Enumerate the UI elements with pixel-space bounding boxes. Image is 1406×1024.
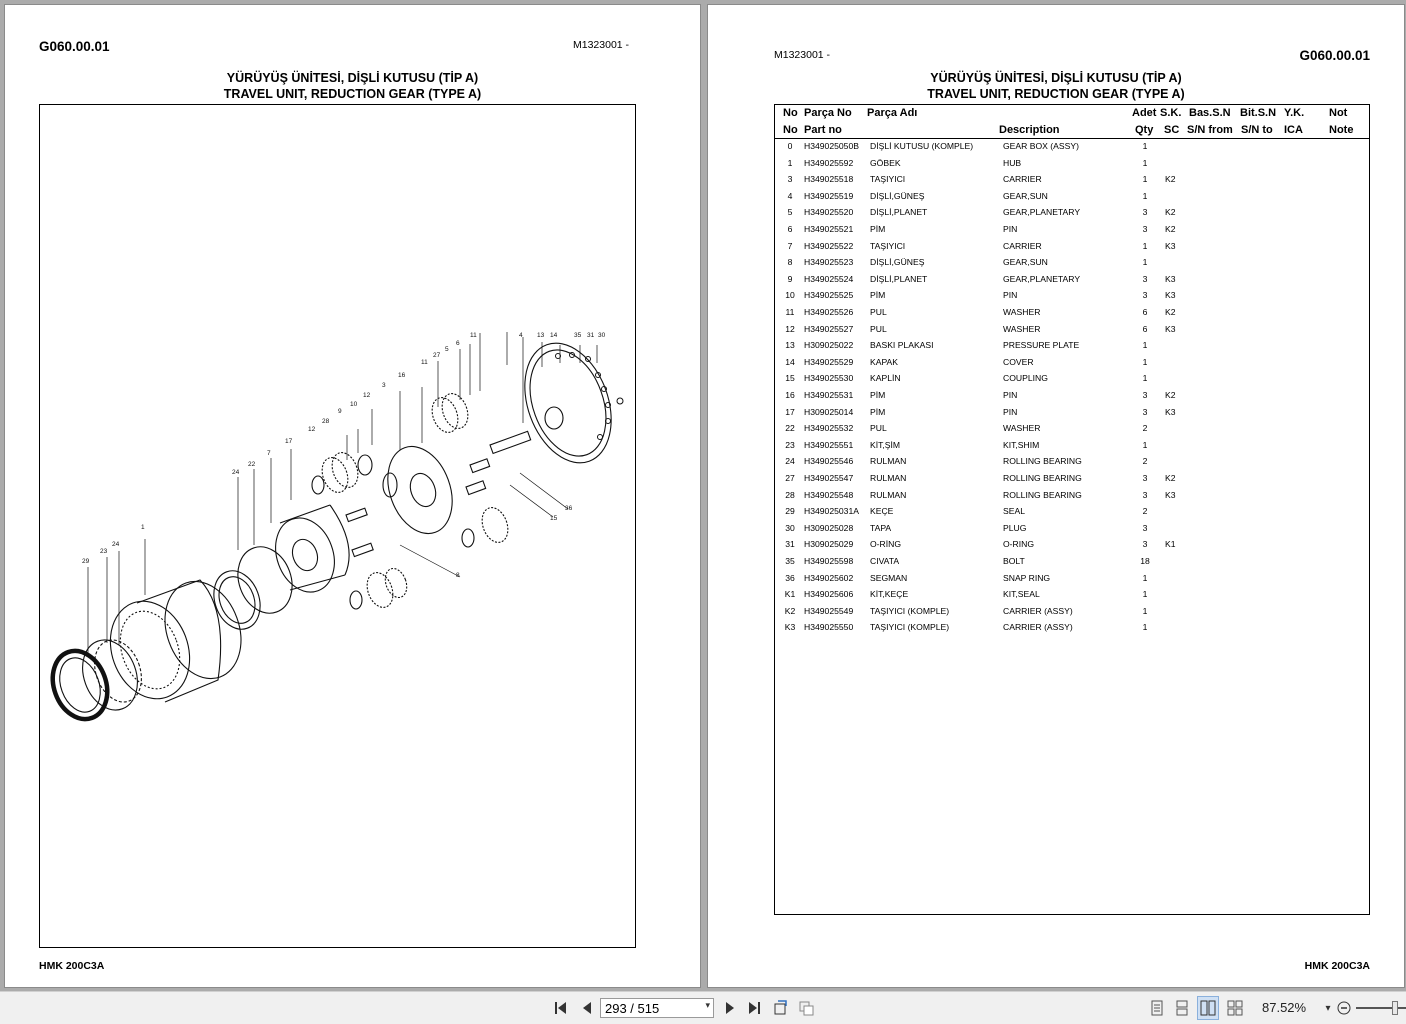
header-ica-tr: Y.K. bbox=[1284, 107, 1305, 119]
cell-no: 11 bbox=[785, 307, 795, 317]
table-row bbox=[775, 241, 1369, 257]
page-footer: HMK 200C3A bbox=[1304, 960, 1370, 972]
cell-qty: 1 bbox=[1142, 622, 1148, 633]
cell-desc: CARRIER bbox=[1003, 174, 1042, 185]
cell-desc: GEAR,PLANETARY bbox=[1003, 273, 1081, 284]
cell-no: 22 bbox=[785, 423, 795, 434]
cell-part: H349025523 bbox=[804, 257, 854, 268]
cell-part: H349025522 bbox=[804, 240, 854, 251]
next-page-button[interactable] bbox=[720, 992, 740, 1024]
table-row bbox=[775, 357, 1369, 373]
cell-name: RULMAN bbox=[870, 456, 907, 467]
cell-name: PİM bbox=[870, 390, 886, 400]
table-row bbox=[775, 423, 1369, 439]
table-row bbox=[775, 490, 1369, 506]
callout: 10 bbox=[350, 401, 358, 408]
prev-page-icon bbox=[580, 1001, 594, 1015]
cell-qty: 3 bbox=[1142, 522, 1148, 533]
header-no-en: No bbox=[783, 124, 798, 136]
zoom-out-icon bbox=[1337, 1001, 1351, 1015]
callout: 13 bbox=[537, 332, 545, 339]
callout: 24 bbox=[232, 469, 240, 476]
table-row bbox=[775, 589, 1369, 605]
cell-qty: 18 bbox=[1140, 556, 1150, 566]
cell-no: 3 bbox=[787, 174, 793, 185]
cell-sc: K2 bbox=[1165, 207, 1176, 218]
cell-desc: COVER bbox=[1003, 356, 1034, 367]
cell-no: 1 bbox=[787, 157, 793, 168]
cell-name: PUL bbox=[870, 423, 887, 434]
cell-no: K3 bbox=[784, 622, 796, 633]
cell-desc: WASHER bbox=[1003, 307, 1041, 317]
page-dropdown-icon[interactable]: ▾ bbox=[705, 1000, 710, 1010]
header-qty-tr: Adet bbox=[1132, 107, 1157, 119]
diagram-frame bbox=[39, 104, 636, 948]
cell-no: 7 bbox=[787, 240, 793, 251]
cell-no: 4 bbox=[787, 190, 793, 201]
header-note-tr: Not bbox=[1329, 107, 1348, 119]
header-part-en: Part no bbox=[804, 124, 842, 136]
callout: 22 bbox=[248, 461, 256, 468]
cell-name: KAPAK bbox=[870, 356, 899, 367]
cell-name: TAŞIYICI bbox=[870, 174, 906, 185]
cell-name: KEÇE bbox=[870, 506, 894, 517]
cell-part: H349025521 bbox=[804, 224, 854, 234]
prev-page-button[interactable] bbox=[577, 992, 597, 1024]
callout: 14 bbox=[550, 332, 558, 339]
cell-qty: 1 bbox=[1142, 141, 1148, 151]
table-row bbox=[775, 606, 1369, 622]
cell-desc: PIN bbox=[1003, 290, 1018, 301]
cell-part: H309025014 bbox=[804, 406, 854, 417]
cell-name: PUL bbox=[870, 307, 887, 317]
table-row bbox=[775, 473, 1369, 489]
cell-name: DİŞLİ,GÜNEŞ bbox=[870, 257, 925, 268]
cell-no: 12 bbox=[785, 323, 795, 334]
cell-part: H349025550 bbox=[804, 622, 854, 633]
callout: 35 bbox=[574, 332, 582, 339]
cell-name: CIVATA bbox=[870, 556, 900, 566]
cell-name: DİŞLİ,GÜNEŞ bbox=[870, 190, 925, 201]
cell-qty: 2 bbox=[1142, 423, 1148, 434]
cell-no: 31 bbox=[785, 539, 795, 550]
cell-desc: PRESSURE PLATE bbox=[1003, 340, 1080, 351]
cell-name: O-RİNG bbox=[870, 539, 902, 550]
cell-qty: 3 bbox=[1142, 489, 1148, 500]
cell-desc: GEAR,SUN bbox=[1003, 257, 1048, 268]
cell-no: 30 bbox=[785, 522, 795, 533]
cell-qty: 1 bbox=[1142, 589, 1148, 600]
callout: 7 bbox=[267, 450, 271, 457]
parts-table bbox=[774, 104, 1370, 915]
cell-qty: 3 bbox=[1142, 539, 1148, 550]
continuous-view-button[interactable] bbox=[1172, 992, 1192, 1024]
cell-qty: 1 bbox=[1142, 257, 1148, 268]
title-tr: YÜRÜYÜŞ ÜNİTESİ, DİŞLİ KUTUSU (TİP A) bbox=[930, 71, 1182, 85]
cell-name: TAŞIYICI bbox=[870, 240, 906, 251]
cell-part: H349025532 bbox=[804, 423, 854, 434]
callout: 23 bbox=[100, 548, 108, 555]
callout: 4 bbox=[519, 332, 523, 339]
table-row bbox=[775, 407, 1369, 423]
callout: 17 bbox=[285, 438, 293, 445]
cell-name: GÖBEK bbox=[870, 157, 901, 168]
page-ref: M1323001 - bbox=[573, 39, 630, 51]
table-row bbox=[775, 390, 1369, 406]
callout: 29 bbox=[82, 558, 90, 565]
facing-view-button[interactable] bbox=[1197, 996, 1219, 1020]
header-no-tr: No bbox=[783, 107, 798, 119]
callout: 8 bbox=[456, 572, 460, 579]
cell-name: DİŞLİ,PLANET bbox=[870, 273, 928, 284]
cell-sc: K2 bbox=[1165, 307, 1176, 317]
zoom-out-button[interactable] bbox=[1335, 992, 1353, 1024]
zoom-dropdown-button[interactable] bbox=[1321, 992, 1335, 1024]
cell-desc: ROLLING BEARING bbox=[1003, 473, 1082, 483]
cell-name: DİŞLİ KUTUSU (KOMPLE) bbox=[870, 141, 974, 151]
cell-no: 27 bbox=[785, 473, 795, 483]
page-footer: HMK 200C3A bbox=[39, 960, 105, 972]
page-code: G060.00.01 bbox=[1299, 48, 1370, 63]
cell-part: H349025031A bbox=[804, 506, 859, 517]
cell-part: H349025549 bbox=[804, 605, 854, 616]
cell-sc: K2 bbox=[1165, 473, 1176, 483]
cell-qty: 3 bbox=[1142, 290, 1148, 301]
cell-desc: O-RING bbox=[1003, 539, 1035, 550]
cell-name: PUL bbox=[870, 323, 887, 334]
copy-button[interactable] bbox=[796, 992, 818, 1024]
callout: 6 bbox=[456, 340, 460, 347]
cell-no: 36 bbox=[785, 572, 795, 583]
first-page-button[interactable] bbox=[551, 992, 571, 1024]
facing-continuous-icon bbox=[1227, 1000, 1243, 1016]
cell-part: H349025551 bbox=[804, 439, 854, 450]
cell-desc: SEAL bbox=[1003, 506, 1025, 517]
cell-part: H349025592 bbox=[804, 157, 854, 168]
cell-desc: GEAR,SUN bbox=[1003, 190, 1048, 201]
cell-qty: 1 bbox=[1142, 439, 1148, 450]
cell-no: 5 bbox=[787, 207, 793, 218]
cell-sc: K3 bbox=[1165, 323, 1176, 334]
viewer-toolbar bbox=[0, 991, 1406, 1024]
next-page-icon bbox=[723, 1001, 737, 1015]
cell-qty: 1 bbox=[1142, 240, 1148, 251]
cell-part: H349025546 bbox=[804, 456, 854, 467]
cell-name: TAŞIYICI (KOMPLE) bbox=[870, 622, 950, 633]
cell-name: DİŞLİ,PLANET bbox=[870, 207, 928, 218]
cell-sc: K2 bbox=[1165, 390, 1176, 400]
cell-qty: 3 bbox=[1142, 207, 1148, 218]
cell-part: H349025520 bbox=[804, 207, 854, 218]
cell-no: 17 bbox=[785, 406, 795, 417]
header-from-tr: Bas.S.N bbox=[1189, 107, 1231, 119]
callout: 27 bbox=[433, 352, 441, 359]
cell-desc: PLUG bbox=[1003, 522, 1027, 533]
facing-continuous-view-button[interactable] bbox=[1224, 992, 1246, 1024]
cell-part: H349025531 bbox=[804, 390, 854, 400]
single-page-view-button[interactable] bbox=[1147, 992, 1167, 1024]
cell-no: 16 bbox=[785, 390, 795, 400]
cell-desc: WASHER bbox=[1003, 423, 1041, 434]
callout: 11 bbox=[421, 359, 428, 366]
callout: 1 bbox=[141, 524, 145, 531]
cell-no: 14 bbox=[785, 356, 795, 367]
callout: 11 bbox=[470, 332, 477, 339]
cell-part: H349025548 bbox=[804, 489, 854, 500]
callout: 24 bbox=[112, 541, 120, 548]
cell-part: H349025518 bbox=[804, 174, 854, 185]
cell-part: H349025529 bbox=[804, 356, 854, 367]
cell-qty: 1 bbox=[1142, 605, 1148, 616]
cell-name: PİM bbox=[870, 290, 886, 301]
header-sc-tr: S.K. bbox=[1160, 107, 1182, 119]
header-from-en: S/N from bbox=[1187, 124, 1233, 136]
facing-icon bbox=[1200, 1000, 1216, 1016]
cell-qty: 1 bbox=[1142, 190, 1148, 201]
zoom-level: 87.52% bbox=[1262, 1000, 1307, 1015]
cell-name: KİT,ŞİM bbox=[870, 439, 901, 450]
cell-sc: K3 bbox=[1165, 290, 1176, 301]
cell-part: H349025530 bbox=[804, 373, 854, 384]
table-row bbox=[775, 440, 1369, 456]
callout: 31 bbox=[587, 332, 595, 339]
header-part-tr: Parça No bbox=[804, 107, 852, 119]
callout: 12 bbox=[363, 392, 371, 399]
cell-desc: HUB bbox=[1003, 157, 1022, 168]
cell-no: 15 bbox=[785, 373, 795, 384]
cell-name: PİM bbox=[870, 224, 886, 234]
cell-sc: K1 bbox=[1165, 539, 1176, 550]
cell-qty: 3 bbox=[1142, 224, 1148, 234]
rotate-icon bbox=[772, 1000, 790, 1016]
right-page bbox=[707, 4, 1405, 988]
cell-part: H349025602 bbox=[804, 572, 854, 583]
cell-part: H349025547 bbox=[804, 473, 854, 483]
page-number-field[interactable] bbox=[600, 998, 714, 1018]
cell-qty: 3 bbox=[1142, 406, 1148, 417]
cell-sc: K3 bbox=[1165, 489, 1176, 500]
header-desc-en: Description bbox=[999, 124, 1060, 136]
cell-part: H309025028 bbox=[804, 522, 854, 533]
cell-desc: CARRIER (ASSY) bbox=[1003, 622, 1073, 633]
callout: 36 bbox=[565, 505, 573, 512]
cell-qty: 1 bbox=[1142, 157, 1148, 168]
cell-no: 35 bbox=[785, 556, 795, 566]
table-row bbox=[775, 141, 1369, 157]
cell-no: K2 bbox=[784, 605, 796, 616]
page-ref: M1323001 - bbox=[774, 49, 831, 61]
cell-qty: 3 bbox=[1142, 390, 1148, 400]
table-row bbox=[775, 324, 1369, 340]
header-to-tr: Bit.S.N bbox=[1240, 107, 1277, 119]
copy-icon bbox=[798, 1000, 816, 1016]
callout: 3 bbox=[382, 382, 386, 389]
table-row bbox=[775, 290, 1369, 306]
single-page-icon bbox=[1150, 1000, 1164, 1016]
cell-sc: K2 bbox=[1165, 224, 1176, 234]
cell-part: H349025527 bbox=[804, 323, 854, 334]
cell-qty: 6 bbox=[1142, 307, 1148, 317]
table-header bbox=[775, 105, 1369, 139]
callout: 15 bbox=[550, 515, 558, 522]
last-page-icon bbox=[747, 1001, 761, 1015]
cell-part: H309025022 bbox=[804, 340, 854, 351]
cell-name: TAŞIYICI (KOMPLE) bbox=[870, 605, 950, 616]
exploded-gearbox-diagram bbox=[40, 105, 634, 946]
table-row bbox=[775, 539, 1369, 555]
cell-no: 28 bbox=[785, 489, 795, 500]
cell-desc: PIN bbox=[1003, 224, 1018, 234]
header-to-en: S/N to bbox=[1241, 124, 1273, 136]
table-row bbox=[775, 622, 1369, 638]
cell-sc: K2 bbox=[1165, 174, 1176, 185]
table-row bbox=[775, 274, 1369, 290]
cell-qty: 2 bbox=[1142, 456, 1148, 467]
cell-qty: 1 bbox=[1142, 572, 1148, 583]
page-input[interactable] bbox=[601, 999, 701, 1017]
table-row bbox=[775, 191, 1369, 207]
cell-name: KİT,KEÇE bbox=[870, 589, 909, 600]
cell-part: H349025606 bbox=[804, 589, 854, 600]
cell-name: PİM bbox=[870, 406, 886, 417]
cell-qty: 1 bbox=[1142, 356, 1148, 367]
cell-no: 8 bbox=[787, 257, 793, 268]
cell-desc: GEAR,PLANETARY bbox=[1003, 207, 1081, 218]
title-tr: YÜRÜYÜŞ ÜNİTESİ, DİŞLİ KUTUSU (TİP A) bbox=[226, 71, 479, 85]
cell-name: KAPLİN bbox=[870, 373, 901, 384]
cell-part: H349025519 bbox=[804, 190, 854, 201]
cell-part: H349025526 bbox=[804, 307, 854, 317]
cell-no: 0 bbox=[787, 141, 793, 151]
table-row bbox=[775, 573, 1369, 589]
callout: 30 bbox=[598, 332, 606, 339]
header-qty-en: Qty bbox=[1135, 124, 1154, 136]
table-row bbox=[775, 174, 1369, 190]
cell-desc: SNAP RING bbox=[1003, 572, 1051, 583]
table-row bbox=[775, 158, 1369, 174]
header-ica-en: ICA bbox=[1284, 124, 1303, 136]
cell-name: RULMAN bbox=[870, 489, 907, 500]
table-row bbox=[775, 506, 1369, 522]
title-en: TRAVEL UNIT, REDUCTION GEAR (TYPE A) bbox=[927, 87, 1185, 101]
first-page-icon bbox=[554, 1001, 568, 1015]
cell-qty: 3 bbox=[1142, 473, 1148, 483]
last-page-button[interactable] bbox=[744, 992, 764, 1024]
cell-name: RULMAN bbox=[870, 473, 907, 483]
cell-part: H349025524 bbox=[804, 273, 854, 284]
cell-no: K1 bbox=[784, 589, 796, 600]
cell-sc: K3 bbox=[1165, 273, 1176, 284]
callout: 28 bbox=[322, 418, 330, 425]
cell-desc: KIT,SEAL bbox=[1003, 589, 1040, 600]
cell-part: H349025598 bbox=[804, 556, 854, 566]
cell-desc: BOLT bbox=[1003, 556, 1025, 566]
table-row bbox=[775, 373, 1369, 389]
rotate-button[interactable] bbox=[770, 992, 792, 1024]
cell-name: SEGMAN bbox=[870, 572, 908, 583]
cell-no: 6 bbox=[787, 224, 793, 234]
cell-qty: 1 bbox=[1142, 340, 1148, 351]
table-row bbox=[775, 456, 1369, 472]
table-row bbox=[775, 307, 1369, 323]
cell-desc: ROLLING BEARING bbox=[1003, 456, 1082, 467]
continuous-icon bbox=[1175, 1000, 1189, 1016]
cell-no: 13 bbox=[785, 340, 795, 351]
cell-desc: CARRIER (ASSY) bbox=[1003, 605, 1073, 616]
cell-no: 23 bbox=[785, 439, 795, 450]
cell-desc: ROLLING BEARING bbox=[1003, 489, 1082, 500]
header-name-tr: Parça Adı bbox=[867, 107, 918, 119]
cell-sc: K3 bbox=[1165, 406, 1176, 417]
table-row bbox=[775, 556, 1369, 572]
cell-part: H349025525 bbox=[804, 290, 854, 301]
table-row bbox=[775, 257, 1369, 273]
cell-no: 29 bbox=[785, 506, 795, 517]
cell-desc: COUPLING bbox=[1003, 373, 1048, 384]
left-page bbox=[4, 4, 701, 988]
callout: 12 bbox=[308, 426, 316, 433]
cell-qty: 1 bbox=[1142, 174, 1148, 185]
cell-name: TAPA bbox=[870, 522, 892, 533]
cell-qty: 6 bbox=[1142, 323, 1148, 334]
cell-sc: K3 bbox=[1165, 240, 1176, 251]
cell-no: 9 bbox=[787, 273, 793, 284]
cell-qty: 3 bbox=[1142, 273, 1148, 284]
callout: 16 bbox=[398, 372, 406, 379]
callout: 9 bbox=[338, 408, 342, 415]
cell-no: 24 bbox=[785, 456, 795, 467]
table-row bbox=[775, 340, 1369, 356]
zoom-dropdown-icon: ▾ bbox=[1325, 1002, 1331, 1014]
table-row bbox=[775, 523, 1369, 539]
cell-desc: CARRIER bbox=[1003, 240, 1042, 251]
cell-part: H349025050B bbox=[804, 141, 859, 151]
cell-no: 10 bbox=[785, 290, 795, 301]
cell-desc: GEAR BOX (ASSY) bbox=[1003, 141, 1079, 151]
header-sc-en: SC bbox=[1164, 124, 1180, 136]
zoom-slider-track[interactable] bbox=[1356, 1007, 1406, 1009]
cell-qty: 2 bbox=[1142, 506, 1148, 517]
table-row bbox=[775, 224, 1369, 240]
cell-desc: KIT,SHIM bbox=[1003, 439, 1040, 450]
cell-name: BASKI PLAKASI bbox=[870, 340, 934, 351]
cell-part: H309025029 bbox=[804, 539, 854, 550]
cell-desc: PIN bbox=[1003, 406, 1018, 417]
zoom-slider-handle[interactable] bbox=[1392, 1001, 1398, 1015]
cell-desc: WASHER bbox=[1003, 323, 1041, 334]
header-note-en: Note bbox=[1329, 124, 1354, 136]
cell-desc: PIN bbox=[1003, 390, 1018, 400]
table-row bbox=[775, 207, 1369, 223]
page-code: G060.00.01 bbox=[39, 39, 110, 54]
callout: 5 bbox=[445, 346, 449, 353]
cell-qty: 1 bbox=[1142, 373, 1148, 384]
title-en: TRAVEL UNIT, REDUCTION GEAR (TYPE A) bbox=[223, 87, 482, 101]
